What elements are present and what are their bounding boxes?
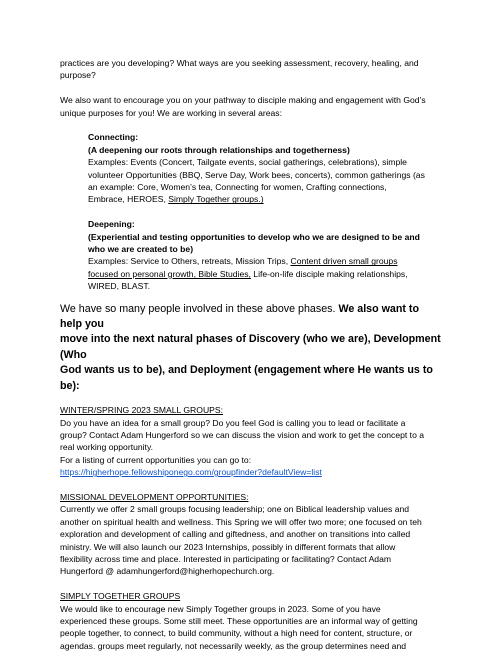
bible-studies-link[interactable]: focused on personal growth, Bible Studies, <box>88 268 251 279</box>
missional-line: exploration and development of calling and giftedness, and another on transitions into called <box>60 529 411 540</box>
groupfinder-link[interactable]: https://higherhope.fellowshiponego.com/groupfinder?defaultView=list <box>60 467 322 478</box>
phases-line <box>60 302 442 333</box>
deepening-section <box>60 218 442 292</box>
connecting-example-line: volunteer Opportunities (BBQ, Serve Day, Work bees, concerts), common gatherings (as <box>88 169 425 180</box>
deepening-example-text: Examples: Service to Others, retreats, Mission Trips, <box>88 256 291 267</box>
simply-together-section <box>60 590 442 652</box>
simply-together-line: experienced these groups. Some still meet. These opportunities are an informal way of getting <box>60 615 418 626</box>
connecting-heading: Connecting: <box>88 132 139 143</box>
simply-together-line: people together, to connect, to build community, without a high need for content, structure, or <box>60 628 413 639</box>
intro-line: practices are you developing? What ways are you seeking assessment, recovery, healing, and <box>60 58 419 68</box>
intro-line: purpose? <box>60 70 96 81</box>
small-groups-line: For a listing of current opportunities you can go to: <box>60 454 252 465</box>
deepening-subheading: (Experiential and testing opportunities to develop who we are designed to be and <box>88 231 420 242</box>
encourage-line: We also want to encourage you on your pathway to disciple making and engagement with God’s <box>60 95 426 106</box>
small-groups-line: real working opportunity. <box>60 442 153 453</box>
content-groups-link[interactable]: Content driven small groups <box>290 256 398 267</box>
connecting-subheading: (A deepening our roots through relationships and togetherness) <box>88 144 350 155</box>
deepening-example-line: WIRED, BLAST. <box>88 281 151 292</box>
simply-together-line: We would like to encourage new Simply Together groups in 2023. Some of you have <box>60 603 381 614</box>
simply-together-line: agendas. groups meet regularly, not necessarily weekly, as the group determines need and <box>60 640 407 651</box>
phases-line: move into the next natural phases of Discovery (who we are), Development (Who <box>60 333 441 361</box>
connecting-example-line <box>88 193 442 205</box>
connecting-example-line: Examples: Events (Concert, Tailgate events, social gatherings, celebrations), simple <box>88 157 407 168</box>
missional-line: flexibility across time and place. Interested in participating or facilitating? Contact Adam <box>60 553 392 564</box>
deepening-heading: Deepening: <box>88 219 135 230</box>
simply-together-heading: SIMPLY TOGETHER GROUPS <box>60 591 181 602</box>
missional-line: ministry. We will also launch our 2023 Internships, possibly in different formats that allow <box>60 541 396 552</box>
connecting-example-line: an example: Core, Women’s tea, Connecting for women, Crafting connections, <box>88 182 387 193</box>
missional-section <box>60 491 442 578</box>
small-groups-section <box>60 404 442 478</box>
connecting-section <box>60 131 442 205</box>
small-groups-heading: WINTER/SPRING 2023 SMALL GROUPS: <box>60 405 224 416</box>
small-groups-line: Do you have an idea for a small group? Do you feel God is calling you to lead or facilitate a <box>60 417 406 428</box>
deepening-example-line <box>88 268 442 280</box>
deepening-example-line <box>88 255 442 267</box>
missional-line: Hungerford @ adamhungerford@higherhopechurch.org. <box>60 566 275 577</box>
connecting-example-text: Embrace, HEROES, <box>88 194 169 205</box>
intro-paragraph <box>60 57 442 82</box>
missional-line: another on spiritual health and wellness. This Spring we will offer two more; one focused on teh <box>60 516 422 527</box>
phases-paragraph <box>60 302 442 394</box>
phases-line: God wants us to be), and Deployment (engagement where He wants us to be): <box>60 364 433 392</box>
small-groups-line: group? Contact Adam Hungerford so we can discuss the vision and work to get the concept to a <box>60 429 425 440</box>
missional-line: Currently we offer 2 small groups focusing leadership; one on Biblical leadership values and <box>60 504 410 515</box>
missional-heading: MISSIONAL DEVELOPMENT OPPORTUNITIES: <box>60 491 249 502</box>
phases-bold-text: We also want to help you <box>60 302 420 331</box>
deepening-subheading: who we are created to be) <box>88 244 194 255</box>
deepening-example-text: Life-on-life disciple making relationships, <box>250 268 408 279</box>
simply-together-link[interactable]: Simply Together groups.) <box>168 194 264 205</box>
phases-plain-text: We have so many people involved in these above phases. <box>60 302 339 315</box>
encourage-paragraph <box>60 94 442 119</box>
encourage-line: unique purposes for you! We are working in several areas: <box>60 107 282 118</box>
